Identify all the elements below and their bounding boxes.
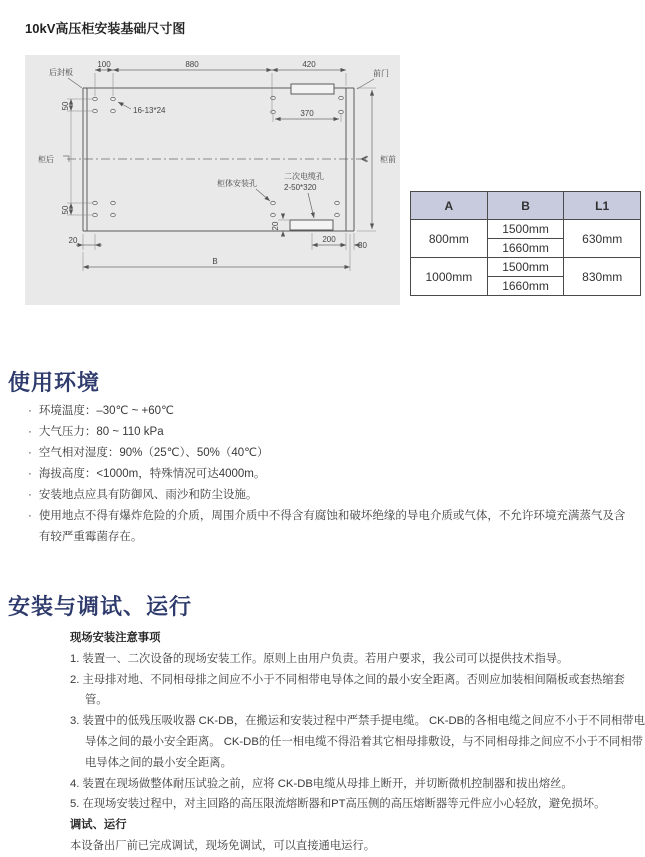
installation-content <box>70 628 645 857</box>
install-note: 3. 装置中的低残压吸收器 CK-DB，在搬运和安装过程中严禁手提电缆。 CK-DB的各相电缆之间应不小于不同相带电导体之间的最小安全距离。 CK-DB的任一相电缆不得沿着其它相母排敷设，与不同相母排之间应不小于不同相带电导体之间的最小安全距离。 <box>70 715 645 769</box>
bullet-marker: · <box>28 426 32 438</box>
env-item-text: 大气压力：80 ~ 110 kPa <box>38 426 164 438</box>
dim-200: 200 <box>322 235 336 244</box>
dim-20-slot: 20 <box>271 221 280 231</box>
dim-50-top: 50 <box>61 101 70 111</box>
install-note: 2. 主母排对地、不同相母排之间应不小于不同相带电导体之间的最小安全距离。否则应加装相间隔板或套热缩套管。 <box>70 673 625 707</box>
cell-b-1660-2: 1660mm <box>487 277 564 296</box>
table-row <box>411 220 641 239</box>
env-item-text: 空气相对湿度：90%（25℃）、50%（40℃） <box>38 447 269 459</box>
cell-l1-830: 830mm <box>564 258 641 296</box>
list-item <box>28 401 632 422</box>
table-header-b: B <box>487 192 564 220</box>
list-item <box>28 443 632 464</box>
table-header-l1: L1 <box>564 192 641 220</box>
cell-a-800: 800mm <box>411 220 488 258</box>
list-item <box>28 422 632 443</box>
dim-880: 880 <box>185 60 199 69</box>
install-note: 1. 装置一、二次设备的现场安装工作。原则上由用户负责。若用户要求，我公司可以提供技术指导。 <box>70 652 569 665</box>
dim-370: 370 <box>300 109 314 118</box>
list-item <box>28 485 632 506</box>
label-mounting-hole: 柜体安装孔 <box>217 179 257 188</box>
install-note: 4. 装置在现场做整体耐压试验之前，应将 CK-DB电缆从母排上断开，并切断微机控制器和拔出熔丝。 <box>70 777 573 790</box>
label-cable-hole-2: 2-50*320 <box>284 183 317 192</box>
dimension-table <box>410 191 641 296</box>
center-line <box>63 156 367 162</box>
dim-50-bottom: 50 <box>61 205 70 215</box>
cell-b-1660: 1660mm <box>487 239 564 258</box>
installation-heading: 安装与调试、运行 <box>8 594 193 619</box>
label-rear-panel: 后封板 <box>49 68 73 77</box>
dim-420: 420 <box>302 60 316 69</box>
cable-slots <box>290 84 334 230</box>
env-item-text: 海拔高度：<1000m，特殊情况可达4000m。 <box>38 468 266 480</box>
debug-title: 调试、运行 <box>70 819 127 832</box>
dim-100: 100 <box>97 60 111 69</box>
cell-a-1000: 1000mm <box>411 258 488 296</box>
label-front-door: 前门 <box>373 69 389 78</box>
label-cable-hole-1: 二次电缆孔 <box>284 172 324 181</box>
table-header-a: A <box>411 192 488 220</box>
dim-B: B <box>212 257 218 266</box>
label-hole-spec: 16-13*24 <box>133 106 166 115</box>
page-title: 10kV高压柜安装基础尺寸图 <box>25 21 186 36</box>
cell-b-1500-2: 1500mm <box>487 258 564 277</box>
debug-text: 本设备出厂前已完成调试，现场免调试，可以直接通电运行。 <box>70 839 376 852</box>
dim-A: A <box>361 156 370 162</box>
foundation-drawing <box>25 55 400 305</box>
list-item <box>28 506 632 548</box>
foundation-diagram <box>25 55 400 305</box>
cell-b-1500: 1500mm <box>487 220 564 239</box>
dim-20-left: 20 <box>68 236 78 245</box>
bullet-marker: · <box>28 447 32 459</box>
env-item-text: 环境温度：–30℃ ~ +60℃ <box>38 405 174 417</box>
list-item <box>28 464 632 485</box>
install-note: 5. 在现场安装过程中，对主回路的高压限流熔断器和PT高压侧的高压熔断器等元件应小心轻放，避免损坏。 <box>70 798 606 811</box>
bullet-marker: · <box>28 489 32 501</box>
env-item-text: 使用地点不得有爆炸危险的介质，周围介质中不得含有腐蚀和破坏绝缘的导电介质或气体，不允许环境充满蒸气及含有较严重霉菌存在。 <box>38 510 626 543</box>
label-cabinet-rear: 柜后 <box>38 155 54 164</box>
bullet-marker: · <box>28 468 32 480</box>
env-item-text: 安装地点应具有防御风、雨沙和防尘设施。 <box>38 489 258 501</box>
cell-l1-630: 630mm <box>564 220 641 258</box>
environment-heading: 使用环境 <box>8 370 101 395</box>
site-notes-title: 现场安装注意事项 <box>70 632 161 644</box>
bullet-marker: · <box>28 405 32 417</box>
label-cabinet-front: 柜前 <box>380 155 396 164</box>
bullet-marker: · <box>28 510 32 522</box>
table-row <box>411 258 641 277</box>
environment-list <box>28 401 632 548</box>
dim-30: 30 <box>358 241 367 250</box>
